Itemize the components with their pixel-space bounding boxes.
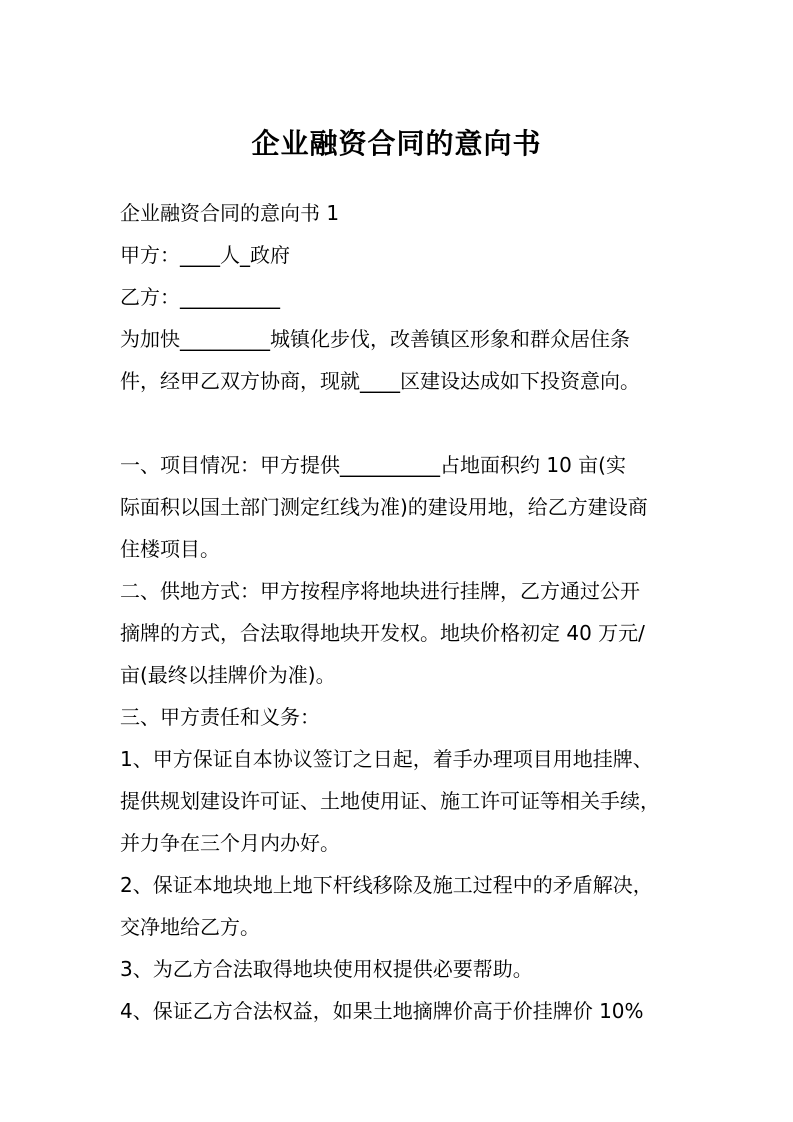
item-1-line-2: 提供规划建设许可证、土地使用证、施工许可证等相关手续， [120, 789, 660, 813]
section-1-line-1: 一、项目情况：甲方提供__________占地面积约 10 亩(实 [120, 453, 626, 477]
section-2-line-3: 亩(最终以挂牌价为准)。 [120, 663, 336, 687]
section-1-line-2: 际面积以国土部门测定红线为准)的建设用地，给乙方建设商 [120, 495, 648, 519]
section-2-line-1: 二、供地方式：甲方按程序将地块进行挂牌，乙方通过公开 [120, 579, 640, 603]
party-a-line: 甲方：____人_政府 [120, 243, 290, 267]
document-subtitle: 企业融资合同的意向书 1 [120, 201, 340, 225]
intro-line-1: 为加快_________城镇化步伐，改善镇区形象和群众居住条 [120, 327, 630, 351]
item-1-line-1: 1、甲方保证自本协议签订之日起，着手办理项目用地挂牌、 [120, 747, 653, 771]
item-4-line-1: 4、保证乙方合法权益，如果土地摘牌价高于价挂牌价 10% [120, 999, 644, 1023]
section-1-line-3: 住楼项目。 [120, 537, 220, 561]
party-b-line: 乙方：__________ [120, 285, 280, 309]
item-2-line-1: 2、保证本地块地上地下杆线移除及施工过程中的矛盾解决， [120, 873, 653, 897]
item-2-line-2: 交净地给乙方。 [120, 915, 260, 939]
section-3-heading: 三、甲方责任和义务： [120, 705, 320, 729]
section-2-line-2: 摘牌的方式，合法取得地块开发权。地块价格初定 40 万元/ [120, 621, 645, 645]
item-1-line-3: 并力争在三个月内办好。 [120, 831, 340, 855]
document-title: 企业融资合同的意向书 [251, 127, 542, 160]
item-3-line-1: 3、为乙方合法取得地块使用权提供必要帮助。 [120, 957, 533, 981]
intro-line-2: 件，经甲乙双方协商，现就____区建设达成如下投资意向。 [120, 369, 640, 393]
